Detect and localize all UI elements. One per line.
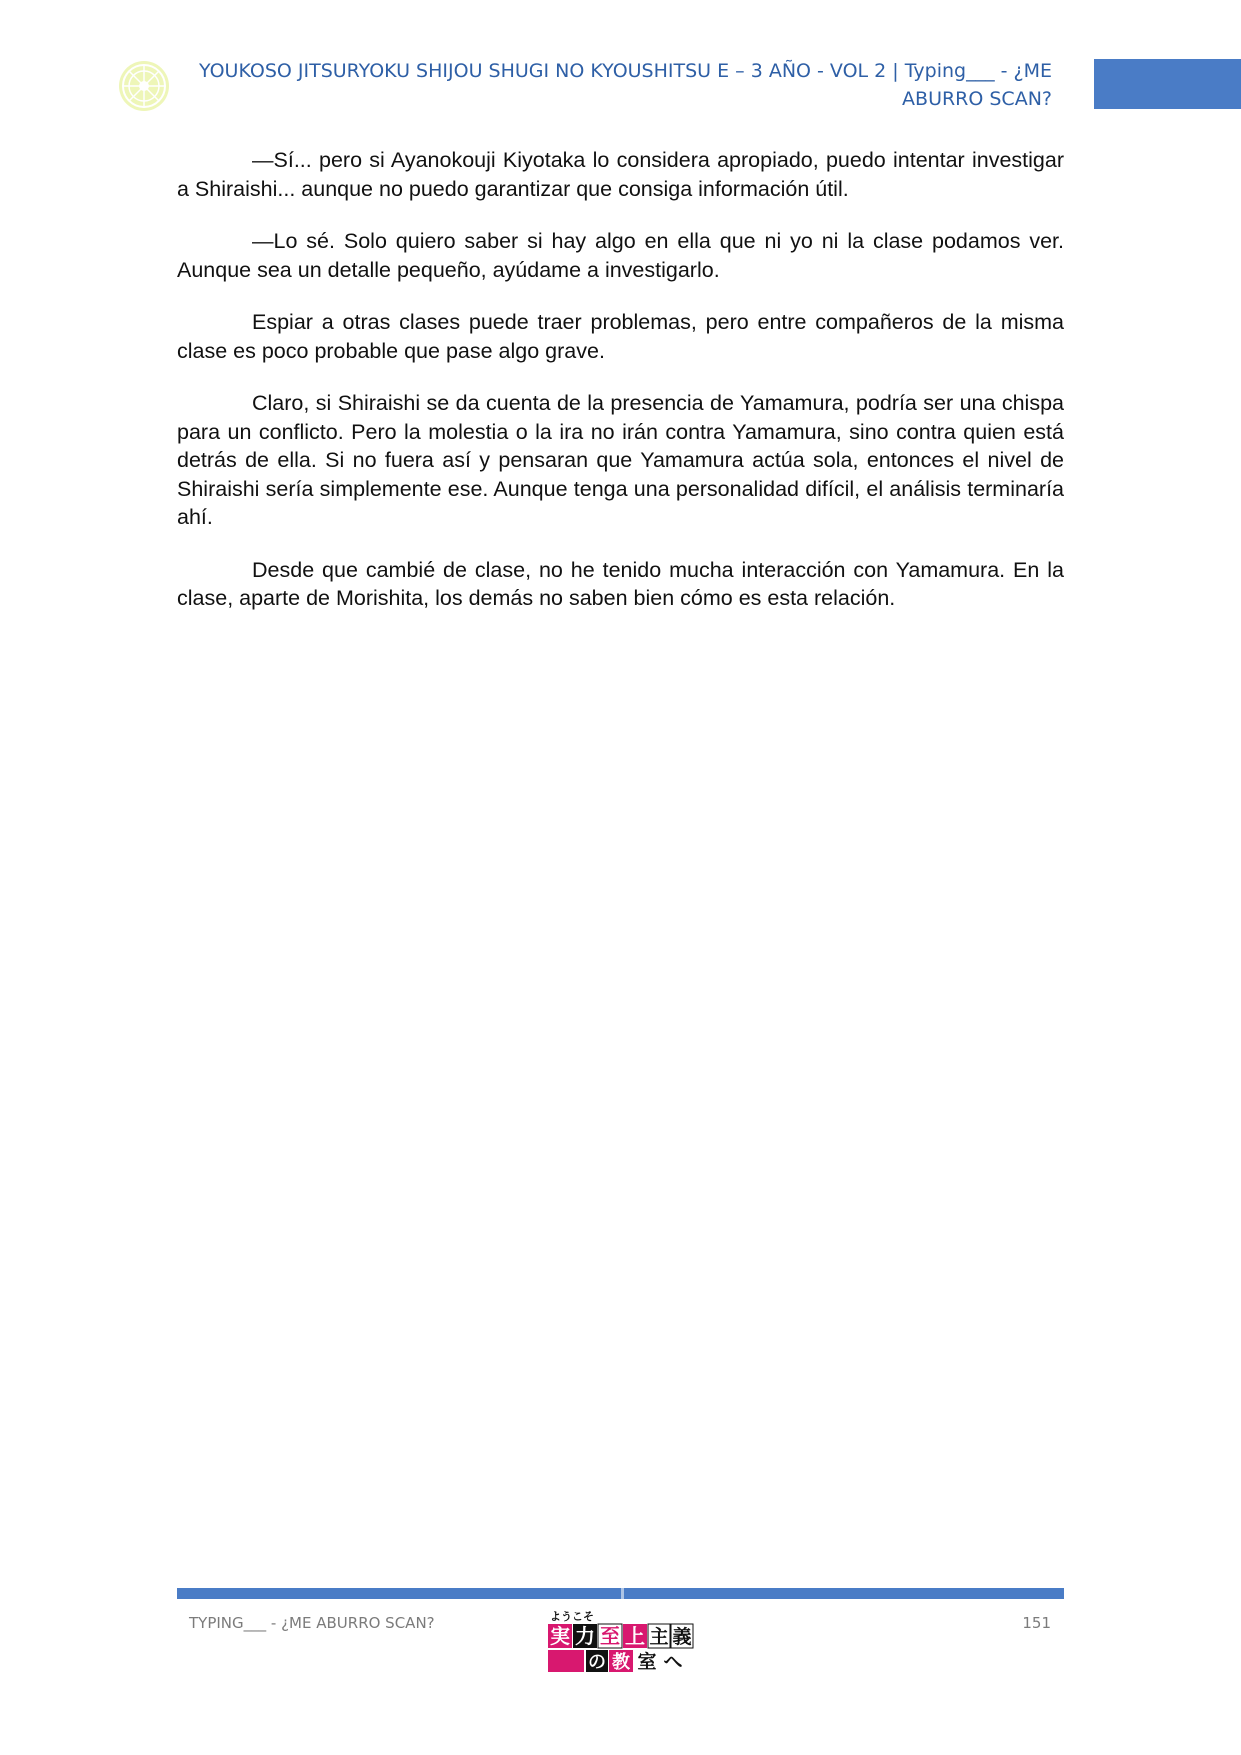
- paragraph: Desde que cambié de clase, no he tenido mucha interacción con Yamamura. En la clase, aparte de Morishita, los demás no saben bien cómo es esta relación.: [177, 557, 1064, 610]
- body-text: [177, 146, 1064, 637]
- footer-scan-credit: TYPING___ - ¿ME ABURRO SCAN?: [189, 1614, 435, 1632]
- logo-char: 実: [550, 1624, 570, 1648]
- paragraph: —Lo sé. Solo quiero saber si hay algo en ella que ni yo ni la clase podamos ver. Aunque sea un detalle pequeño, ayúdame a investigarlo.: [177, 229, 1064, 282]
- header-accent-bar: [1094, 59, 1241, 109]
- logo-char: の: [588, 1652, 606, 1673]
- series-logo: [546, 1608, 694, 1674]
- logo-char: 力: [575, 1624, 595, 1648]
- logo-char: 上: [625, 1624, 645, 1648]
- paragraph: Claro, si Shiraishi se da cuenta de la presencia de Yamamura, podría ser una chispa para un conflicto. Pero la molestia o la ira no irán contra Yamamura, sino contra quien está detrás de ella. Si no fuera así y pensaran que Yamamura actúa sola, entonces el nivel de Shiraishi sería simplemente ese. Aunque tenga una personalidad difícil, el análisis terminaría ahí.: [177, 391, 1064, 529]
- logo-top-text: ようこそ: [550, 1610, 594, 1623]
- running-header-title: YOUKOSO JITSURYOKU SHIJOU SHUGI NO KYOUSHITSU E – 3 AÑO - VOL 2 | Typing___ - ¿ME ABURRO SCAN?: [199, 60, 1052, 110]
- paragraph: —Sí... pero si Ayanokouji Kiyotaka lo considera apropiado, puedo intentar investigar a Shiraishi... aunque no puedo garantizar que consiga información útil.: [177, 148, 1064, 201]
- footer-rule: [177, 1588, 1064, 1599]
- logo-char: へ: [663, 1651, 683, 1673]
- logo-char: 室: [637, 1651, 657, 1673]
- logo-char: 主: [649, 1626, 669, 1648]
- logo-char: 教: [612, 1652, 630, 1673]
- page-number: 151: [1022, 1614, 1051, 1632]
- logo-char: 至: [600, 1624, 620, 1648]
- paragraph: Espiar a otras clases puede traer problemas, pero entre compañeros de la misma clase es poco probable que pase algo grave.: [177, 310, 1064, 363]
- chrysanthemum-emblem-icon: [118, 60, 170, 112]
- logo-char: 義: [672, 1626, 692, 1648]
